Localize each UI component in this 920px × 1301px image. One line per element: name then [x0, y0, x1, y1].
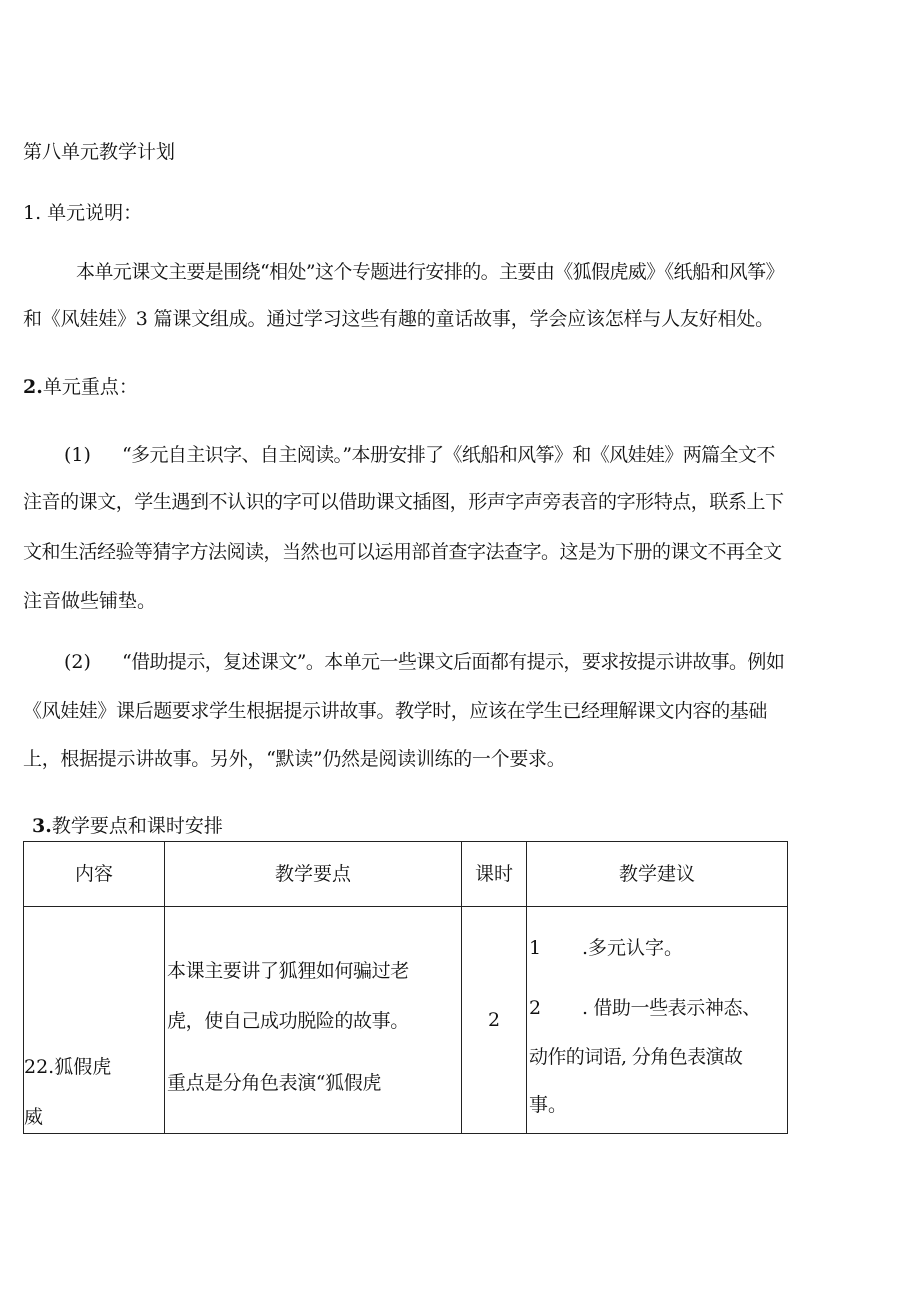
schedule-table [23, 841, 788, 1134]
header-cell [527, 842, 788, 907]
header-hours: 课时 [474, 863, 513, 885]
point2-line: “借助提示，复述课文”。本单元一些课文后面都有提示，要求按提示讲故事。例如 [122, 651, 785, 673]
point2-line: 上，根据提示讲故事。另外，“默读”仍然是阅读训练的一个要求。 [23, 748, 566, 770]
hours-cell [462, 907, 527, 1134]
point1-label: (1) [64, 444, 91, 466]
hours-value: 2 [487, 1009, 501, 1031]
table-header-row [24, 842, 788, 907]
points-line: 虎，使自己成功脱险的故事。 [167, 1010, 409, 1032]
section3-heading-text: 教学要点和课时安排 [51, 815, 223, 837]
table-row [24, 907, 788, 1134]
content-line: 威 [24, 1106, 44, 1128]
point2-label: (2) [64, 651, 91, 673]
section3-heading-num: 3. [32, 815, 52, 837]
section3-heading [32, 817, 223, 836]
points-line: 本课主要讲了狐狸如何骗过老 [167, 960, 409, 982]
advice-line: 事。 [529, 1094, 568, 1116]
point1-line: 注音的课文，学生遇到不认识的字可以借助课文插图，形声字声旁表音的字形特点，联系上下 [23, 491, 784, 513]
content-line: 22.狐假虎 [24, 1056, 112, 1078]
advice-num: 2 [529, 997, 542, 1019]
content-cell [24, 907, 165, 1134]
section1-line: 本单元课文主要是围绕“相处”这个专题进行安排的。主要由《狐假虎威》《纸船和风筝》 [76, 261, 784, 283]
point2-line: 《风娃娃》课后题要求学生根据提示讲故事。教学时，应该在学生已经理解课文内容的基础 [23, 700, 768, 722]
points-cell [165, 907, 462, 1134]
point1-line: 文和生活经验等猜字方法阅读，当然也可以运用部首查字法查字。这是为下册的课文不再全文 [23, 541, 782, 563]
section1-line: 和《风娃娃》3 篇课文组成。通过学习这些有趣的童话故事，学会应该怎样与人友好相处。 [23, 308, 774, 330]
section1-heading: 1. 单元说明： [23, 202, 143, 224]
advice-line: 动作的词语, 分角色表演故 [529, 1046, 743, 1068]
section2-heading [23, 378, 138, 397]
header-content: 内容 [74, 863, 113, 885]
section2-heading-text: 单元重点： [42, 376, 138, 398]
header-advice: 教学建议 [618, 863, 695, 885]
header-cell [462, 842, 527, 907]
header-points: 教学要点 [274, 863, 351, 885]
advice-cell [527, 907, 788, 1134]
page-title: 第八单元教学计划 [23, 141, 176, 163]
header-cell [24, 842, 165, 907]
point1-line: “多元自主识字、自主阅读。”本册安排了《纸船和风筝》和《风娃娃》两篇全文不 [122, 444, 775, 466]
section2-heading-num: 2. [23, 376, 43, 398]
advice-line: . 借助一些表示神态、 [582, 997, 761, 1019]
point1-line: 注音做些铺垫。 [23, 590, 157, 612]
header-cell [165, 842, 462, 907]
advice-num: 1 [529, 937, 542, 959]
advice-line: .多元认字。 [582, 937, 684, 959]
points-line: 重点是分角色表演“狐假虎 [167, 1072, 381, 1094]
